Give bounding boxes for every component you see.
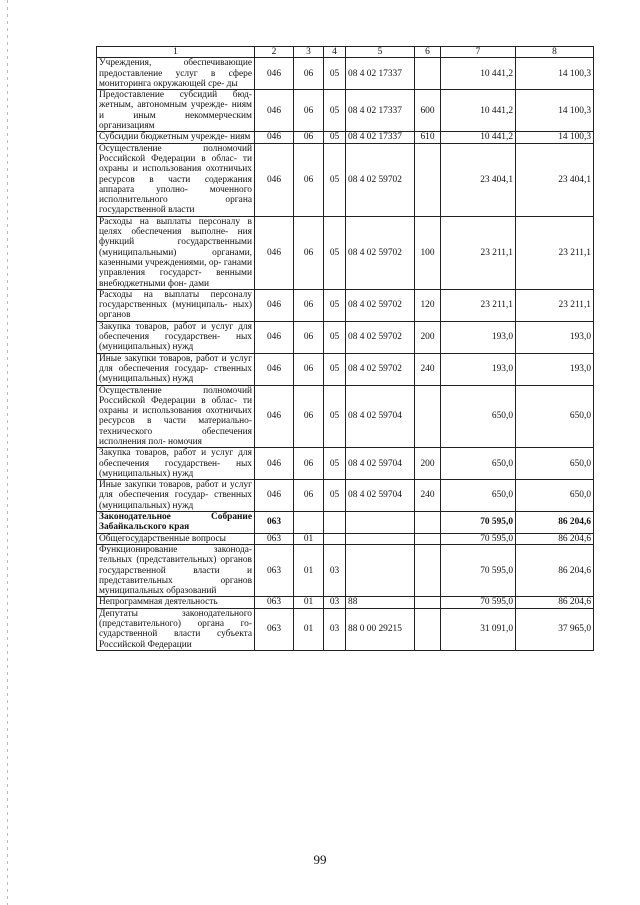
section-code-cell bbox=[294, 512, 324, 534]
subsection-code-cell: 05 bbox=[324, 353, 346, 385]
amount-year2-cell: 86 204,6 bbox=[516, 533, 594, 544]
amount-year2-cell: 86 204,6 bbox=[516, 512, 594, 534]
amount-year2-cell: 14 100,3 bbox=[516, 90, 594, 132]
column-header: 3 bbox=[294, 47, 324, 58]
page-number: 99 bbox=[313, 852, 327, 867]
budget-table bbox=[96, 46, 594, 651]
target-article-cell: 08 4 02 59704 bbox=[346, 480, 415, 512]
section-code-cell: 01 bbox=[294, 533, 324, 544]
expense-type-cell bbox=[415, 385, 441, 448]
section-code-cell: 06 bbox=[294, 289, 324, 321]
admin-code-cell: 046 bbox=[255, 90, 294, 132]
table-row bbox=[97, 480, 594, 512]
row-name-cell: Расходы на выплаты персоналу в целях обеспечения выполне- ния функций государственными (муниципальными) органами, казенными учреждениями, ор- ганами управления государст- венными внебюджетными фон- дами bbox=[97, 216, 255, 289]
row-name-cell: Закупка товаров, работ и услуг для обеспечения государствен- ных (муниципальных) нужд bbox=[97, 321, 255, 353]
amount-year1-cell: 70 595,0 bbox=[441, 533, 516, 544]
amount-year2-cell: 14 100,3 bbox=[516, 58, 594, 90]
amount-year1-cell: 650,0 bbox=[441, 480, 516, 512]
admin-code-cell: 046 bbox=[255, 132, 294, 143]
target-article-cell: 08 4 02 59704 bbox=[346, 385, 415, 448]
expense-type-cell bbox=[415, 533, 441, 544]
column-header: 5 bbox=[346, 47, 415, 58]
amount-year2-cell: 37 965,0 bbox=[516, 608, 594, 650]
expense-type-cell: 120 bbox=[415, 289, 441, 321]
expense-type-cell: 610 bbox=[415, 132, 441, 143]
table-body bbox=[97, 47, 594, 651]
section-code-cell: 06 bbox=[294, 90, 324, 132]
row-name-cell: Законодательное Собрание Забайкальского края bbox=[97, 512, 255, 534]
target-article-cell: 08 4 02 59702 bbox=[346, 143, 415, 216]
column-header: 8 bbox=[516, 47, 594, 58]
amount-year1-cell: 10 441,2 bbox=[441, 58, 516, 90]
subsection-code-cell bbox=[324, 533, 346, 544]
row-name-cell: Предоставление субсидий бюд- жетным, автономным учрежде- ниям и иным некоммерческим организациям bbox=[97, 90, 255, 132]
section-code-cell: 01 bbox=[294, 597, 324, 608]
target-article-cell: 08 4 02 59702 bbox=[346, 289, 415, 321]
amount-year2-cell: 14 100,3 bbox=[516, 132, 594, 143]
expense-type-cell: 600 bbox=[415, 90, 441, 132]
amount-year2-cell: 23 211,1 bbox=[516, 216, 594, 289]
row-name-cell: Учреждения, обеспечивающие предоставление услуг в сфере мониторинга окружающей сре- ды bbox=[97, 58, 255, 90]
admin-code-cell: 046 bbox=[255, 58, 294, 90]
table-row bbox=[97, 132, 594, 143]
column-header: 7 bbox=[441, 47, 516, 58]
target-article-cell bbox=[346, 544, 415, 596]
expense-type-cell bbox=[415, 58, 441, 90]
subsection-code-cell: 05 bbox=[324, 143, 346, 216]
section-code-cell: 01 bbox=[294, 608, 324, 650]
admin-code-cell: 063 bbox=[255, 533, 294, 544]
target-article-cell: 88 bbox=[346, 597, 415, 608]
row-name-cell: Общегосударственные вопросы bbox=[97, 533, 255, 544]
row-name-cell: Закупка товаров, работ и услуг для обеспечения государствен- ных (муниципальных) нужд bbox=[97, 448, 255, 480]
subsection-code-cell: 05 bbox=[324, 385, 346, 448]
target-article-cell: 08 4 02 17337 bbox=[346, 132, 415, 143]
amount-year1-cell: 193,0 bbox=[441, 353, 516, 385]
target-article-cell: 88 0 00 29215 bbox=[346, 608, 415, 650]
target-article-cell bbox=[346, 512, 415, 534]
admin-code-cell: 046 bbox=[255, 353, 294, 385]
row-name-cell: Расходы на выплаты персоналу государственных (муниципаль- ных) органов bbox=[97, 289, 255, 321]
expense-type-cell: 100 bbox=[415, 216, 441, 289]
subsection-code-cell: 05 bbox=[324, 90, 346, 132]
column-header: 6 bbox=[415, 47, 441, 58]
row-name-cell: Субсидии бюджетным учрежде- ниям bbox=[97, 132, 255, 143]
section-code-cell: 06 bbox=[294, 321, 324, 353]
row-name-cell: Непрограммная деятельность bbox=[97, 597, 255, 608]
amount-year2-cell: 650,0 bbox=[516, 448, 594, 480]
subsection-code-cell: 05 bbox=[324, 480, 346, 512]
section-code-cell: 06 bbox=[294, 353, 324, 385]
section-code-cell: 06 bbox=[294, 385, 324, 448]
target-article-cell: 08 4 02 59702 bbox=[346, 321, 415, 353]
expense-type-cell bbox=[415, 597, 441, 608]
section-code-cell: 06 bbox=[294, 448, 324, 480]
table-row bbox=[97, 597, 594, 608]
amount-year1-cell: 23 404,1 bbox=[441, 143, 516, 216]
row-name-cell: Осуществление полномочий Российской Федерации в облас- ти охраны и использования охотничьих ресурсов в части содержания аппарата уполно- моченного исполнительного органа государственной власти bbox=[97, 143, 255, 216]
admin-code-cell: 046 bbox=[255, 289, 294, 321]
table-row bbox=[97, 448, 594, 480]
column-header: 2 bbox=[255, 47, 294, 58]
target-article-cell: 08 4 02 59704 bbox=[346, 448, 415, 480]
amount-year1-cell: 650,0 bbox=[441, 448, 516, 480]
amount-year2-cell: 650,0 bbox=[516, 385, 594, 448]
expense-type-cell bbox=[415, 608, 441, 650]
amount-year1-cell: 193,0 bbox=[441, 321, 516, 353]
scan-edge bbox=[7, 0, 8, 905]
table-row bbox=[97, 321, 594, 353]
table-row bbox=[97, 608, 594, 650]
admin-code-cell: 046 bbox=[255, 448, 294, 480]
amount-year1-cell: 70 595,0 bbox=[441, 544, 516, 596]
section-code-cell: 06 bbox=[294, 132, 324, 143]
admin-code-cell: 046 bbox=[255, 385, 294, 448]
amount-year2-cell: 193,0 bbox=[516, 321, 594, 353]
target-article-cell bbox=[346, 533, 415, 544]
amount-year1-cell: 70 595,0 bbox=[441, 512, 516, 534]
table-row bbox=[97, 385, 594, 448]
admin-code-cell: 046 bbox=[255, 321, 294, 353]
amount-year1-cell: 23 211,1 bbox=[441, 289, 516, 321]
header-row bbox=[97, 47, 594, 58]
table-row bbox=[97, 58, 594, 90]
subsection-code-cell: 05 bbox=[324, 58, 346, 90]
table-row bbox=[97, 90, 594, 132]
amount-year2-cell: 23 404,1 bbox=[516, 143, 594, 216]
amount-year2-cell: 650,0 bbox=[516, 480, 594, 512]
admin-code-cell: 046 bbox=[255, 143, 294, 216]
section-code-cell: 06 bbox=[294, 143, 324, 216]
row-name-cell: Осуществление полномочий Российской Федерации в облас- ти охраны и использования охотничьих ресурсов в части материально-технического обеспечения исполнения пол- номочия bbox=[97, 385, 255, 448]
table-row bbox=[97, 353, 594, 385]
target-article-cell: 08 4 02 17337 bbox=[346, 90, 415, 132]
admin-code-cell: 063 bbox=[255, 544, 294, 596]
expense-type-cell: 200 bbox=[415, 321, 441, 353]
section-code-cell: 01 bbox=[294, 544, 324, 596]
section-code-cell: 06 bbox=[294, 216, 324, 289]
target-article-cell: 08 4 02 59702 bbox=[346, 216, 415, 289]
table-row bbox=[97, 533, 594, 544]
amount-year1-cell: 10 441,2 bbox=[441, 132, 516, 143]
amount-year1-cell: 650,0 bbox=[441, 385, 516, 448]
column-header: 1 bbox=[97, 47, 255, 58]
expense-type-cell: 200 bbox=[415, 448, 441, 480]
subsection-code-cell: 05 bbox=[324, 321, 346, 353]
expense-type-cell: 240 bbox=[415, 353, 441, 385]
expense-type-cell bbox=[415, 512, 441, 534]
amount-year2-cell: 193,0 bbox=[516, 353, 594, 385]
row-name-cell: Депутаты законодательного (представительного) органа го- сударственной власти субъекта Российской Федерации bbox=[97, 608, 255, 650]
expense-type-cell bbox=[415, 544, 441, 596]
table-row bbox=[97, 289, 594, 321]
section-code-cell: 06 bbox=[294, 480, 324, 512]
admin-code-cell: 063 bbox=[255, 608, 294, 650]
admin-code-cell: 063 bbox=[255, 512, 294, 534]
admin-code-cell: 046 bbox=[255, 216, 294, 289]
amount-year1-cell: 23 211,1 bbox=[441, 216, 516, 289]
amount-year2-cell: 86 204,6 bbox=[516, 544, 594, 596]
target-article-cell: 08 4 02 17337 bbox=[346, 58, 415, 90]
amount-year1-cell: 10 441,2 bbox=[441, 90, 516, 132]
amount-year1-cell: 31 091,0 bbox=[441, 608, 516, 650]
subsection-code-cell: 03 bbox=[324, 544, 346, 596]
subsection-code-cell: 05 bbox=[324, 216, 346, 289]
amount-year1-cell: 70 595,0 bbox=[441, 597, 516, 608]
expense-type-cell: 240 bbox=[415, 480, 441, 512]
column-header: 4 bbox=[324, 47, 346, 58]
admin-code-cell: 046 bbox=[255, 480, 294, 512]
subsection-code-cell: 03 bbox=[324, 597, 346, 608]
subsection-code-cell: 05 bbox=[324, 448, 346, 480]
table-row bbox=[97, 216, 594, 289]
table-row bbox=[97, 544, 594, 596]
section-code-cell: 06 bbox=[294, 58, 324, 90]
target-article-cell: 08 4 02 59702 bbox=[346, 353, 415, 385]
table-row bbox=[97, 512, 594, 534]
row-name-cell: Иные закупки товаров, работ и услуг для обеспечения государ- ственных (муниципальных) нужд bbox=[97, 353, 255, 385]
row-name-cell: Иные закупки товаров, работ и услуг для обеспечения государ- ственных (муниципальных) нужд bbox=[97, 480, 255, 512]
subsection-code-cell: 05 bbox=[324, 132, 346, 143]
row-name-cell: Функционирование законода- тельных (представительных) органов государственной власти и представительных органов муниципальных образований bbox=[97, 544, 255, 596]
table-row bbox=[97, 143, 594, 216]
amount-year2-cell: 23 211,1 bbox=[516, 289, 594, 321]
subsection-code-cell bbox=[324, 512, 346, 534]
subsection-code-cell: 03 bbox=[324, 608, 346, 650]
expense-type-cell bbox=[415, 143, 441, 216]
subsection-code-cell: 05 bbox=[324, 289, 346, 321]
admin-code-cell: 063 bbox=[255, 597, 294, 608]
amount-year2-cell: 86 204,6 bbox=[516, 597, 594, 608]
